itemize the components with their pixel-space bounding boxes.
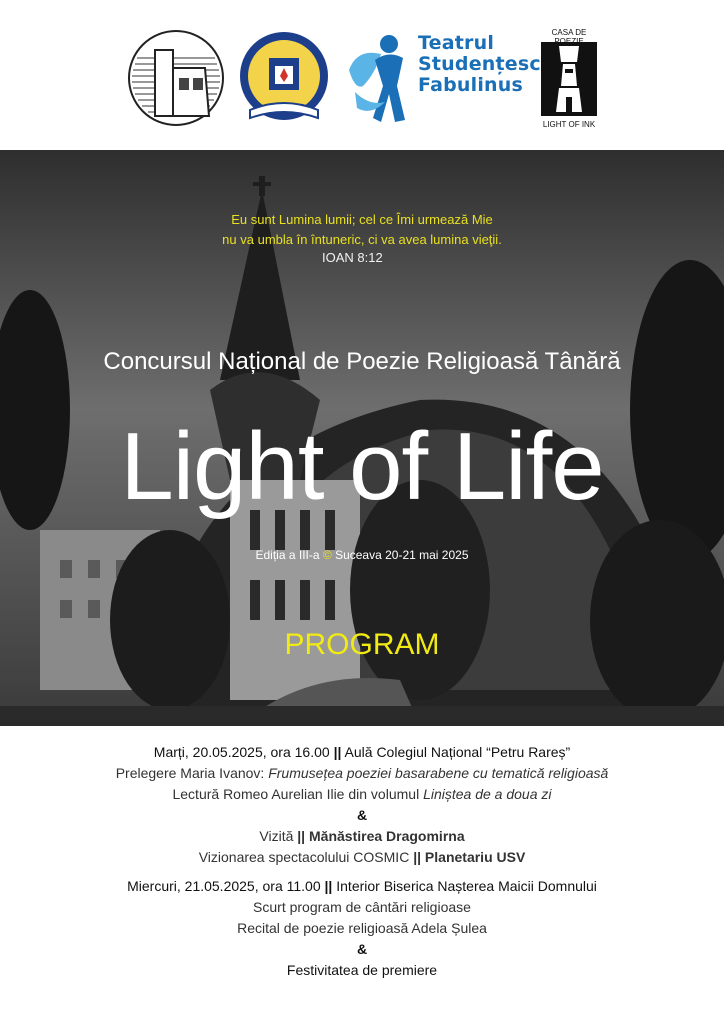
day1-show-place: Planetariu USV	[421, 849, 526, 865]
program-schedule	[0, 742, 724, 981]
day2-ampersand: &	[356, 941, 368, 957]
verse-line-2: nu va umbla în întuneric, ci va avea lumina vieţii.	[222, 232, 502, 247]
teatru-line1: Teatrul	[418, 32, 495, 54]
edition-label: Ediția a III-a	[255, 548, 320, 562]
day2-separator: ||	[324, 878, 333, 894]
casa-de-poezie-light-of-ink-logo-icon	[541, 42, 597, 116]
day1-visit-separator: ||	[297, 828, 306, 844]
day1-date-time: Marți, 20.05.2025, ora 16.00	[153, 744, 334, 760]
day2-heading	[0, 876, 724, 897]
day2-location: Interior Biserica Nașterea Maicii Domnului	[332, 878, 597, 894]
day1-talk	[0, 763, 724, 784]
day2-item-2: Recital de poezie religioasă Adela Șulea	[237, 920, 487, 936]
copyright-symbol: ©	[322, 548, 332, 562]
day1-talk-speaker: Prelegere Maria Ivanov:	[115, 765, 269, 781]
casa-de-poezie-label: CASA DE	[551, 28, 587, 37]
day1-reading	[0, 784, 724, 805]
day1-show-label: Vizionarea spectacolului COSMIC	[198, 849, 414, 865]
day1-location: Aulă Colegiul Național “Petru Rareș”	[341, 744, 571, 760]
contest-name: Concursul Național de Poezie Religioasă Tânără	[103, 348, 621, 375]
verse-line-1: Eu sunt Lumina lumii; cel ce Îmi urmează Mie	[231, 212, 493, 227]
church-photo-banner	[0, 150, 724, 726]
day2-date-time: Miercuri, 21.05.2025, ora 11.00	[127, 878, 325, 894]
sponsor-logos	[0, 0, 724, 150]
day1-visit-place: Mănăstirea Dragomirna	[305, 828, 465, 844]
day2-item-3: Festivitatea de premiere	[286, 962, 438, 978]
day1-ampersand: &	[356, 807, 368, 823]
teatrul-studentesc-fabulinus-logo-icon	[345, 30, 417, 126]
edition-place-date: Suceava 20-21 mai 2025	[335, 548, 469, 562]
event-title: Light of Life	[120, 413, 604, 520]
casa-de-poezie-logo	[538, 28, 600, 132]
day1-visit-label: Vizită	[259, 828, 298, 844]
day1-talk-title: Frumusețea poeziei basarabene cu tematică religioasă	[268, 765, 609, 781]
day2-item-1: Scurt program de cântări religioase	[253, 899, 471, 915]
day1-reading-author: Lectură Romeo Aurelian Ilie din volumul	[172, 786, 424, 802]
teatru-line2: Studențesc	[418, 53, 541, 75]
teatrul-studentesc-fabulinus-wordmark	[418, 33, 541, 96]
bible-verse	[0, 210, 724, 250]
light-of-ink-label: LIGHT OF INK	[542, 120, 596, 129]
day1-show-separator: ||	[413, 849, 422, 865]
program-heading: PROGRAM	[284, 628, 440, 661]
day1-visit	[0, 826, 724, 847]
fundatia-logo-icon	[127, 28, 225, 128]
day1-reading-book: Liniștea de a doua zi	[423, 786, 552, 802]
day1-heading	[0, 742, 724, 763]
colegiu-national-petru-rares-crest-icon	[236, 30, 332, 126]
verse-reference: IOAN 8:12	[322, 250, 383, 265]
teatru-line3: Fabulinus	[418, 74, 524, 96]
day1-show	[0, 847, 724, 868]
day1-separator: ||	[333, 744, 342, 760]
teatrul-studentesc-fabulinus-logo	[345, 30, 541, 126]
edition-line	[0, 548, 724, 562]
